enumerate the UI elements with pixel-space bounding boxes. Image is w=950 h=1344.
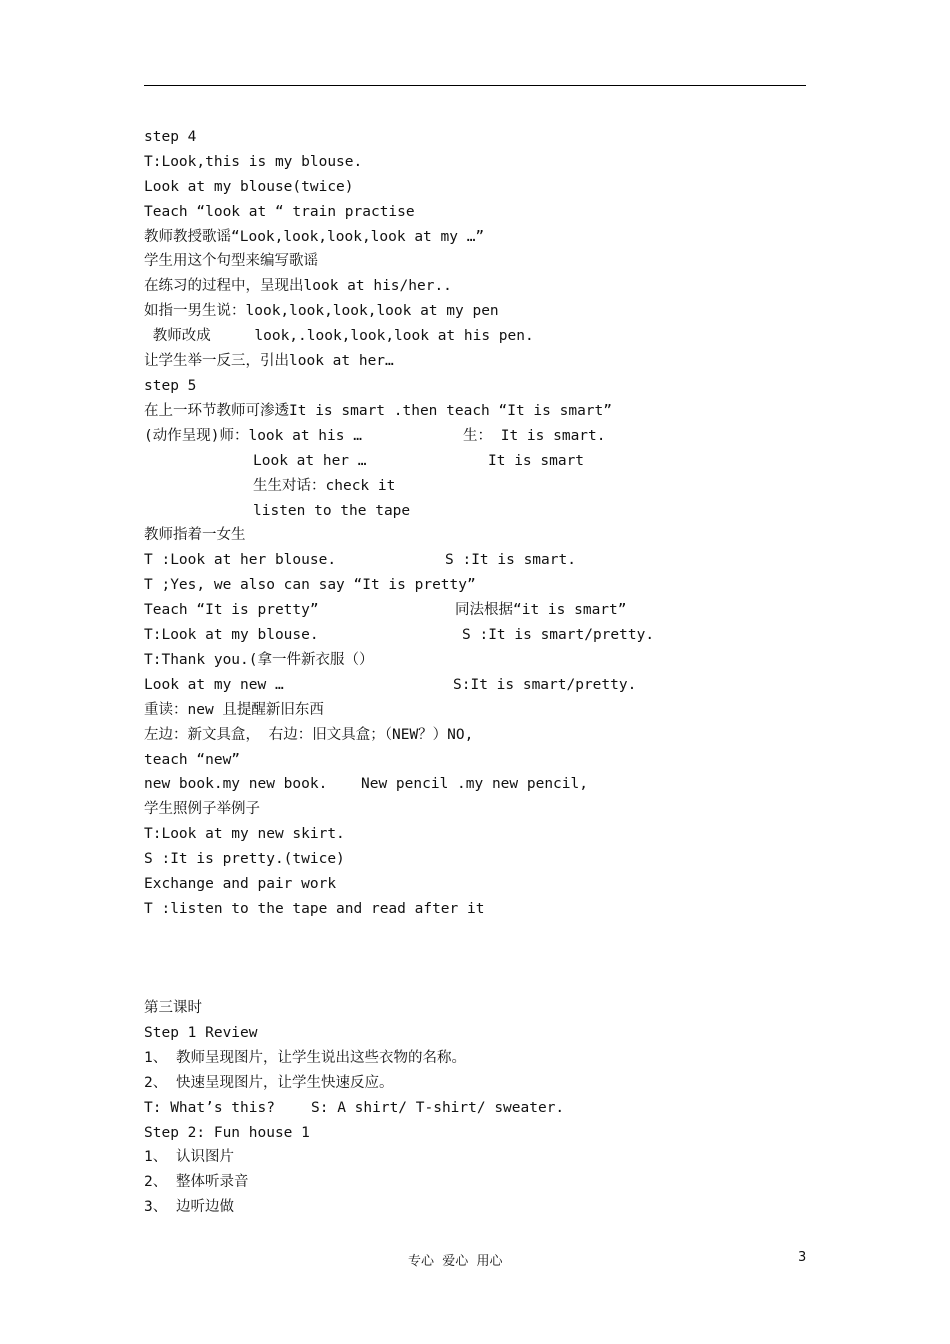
text-line: new book.my new book. <box>144 776 328 792</box>
text-line: 教师改成 look,.look,look,look at his pen. <box>144 328 534 344</box>
text-line: It is smart <box>488 453 585 469</box>
text-line: 生： It is smart. <box>463 428 606 444</box>
section-title: 第三课时 <box>144 1000 202 1016</box>
text-line: 重读：new 且提醒新旧东西 <box>144 702 324 718</box>
text-line: T ;Yes, we also can say “It is pretty” <box>144 577 476 593</box>
text-line: 3、 边听边做 <box>144 1199 234 1215</box>
text-line: Exchange and pair work <box>144 876 337 892</box>
text-line: T:Look at my new skirt. <box>144 826 345 842</box>
text-line: 生生对话：check it <box>253 478 396 494</box>
text-line: step 4 <box>144 129 197 145</box>
text-line: 学生照例子举例子 <box>144 801 260 817</box>
text-line: S :It is pretty.(twice) <box>144 851 345 867</box>
text-line: 在练习的过程中，呈现出look at his/her.. <box>144 278 452 294</box>
text-line: 2、 快速呈现图片，让学生快速反应。 <box>144 1075 394 1091</box>
text-line: step 5 <box>144 378 197 394</box>
text-line: Teach “look at “ train practise <box>144 204 415 220</box>
text-line: 同法根据“it is smart” <box>455 602 627 618</box>
text-line: T:Look at my blouse. <box>144 627 319 643</box>
text-line: S:It is smart/pretty. <box>453 677 637 693</box>
text-line: 1、 教师呈现图片，让学生说出这些衣物的名称。 <box>144 1050 466 1066</box>
header-rule <box>144 85 806 86</box>
text-line: Step 2: Fun house 1 <box>144 1125 310 1141</box>
text-line: 让学生举一反三，引出look at her… <box>144 353 394 369</box>
text-line: T: What’s this? <box>144 1100 275 1116</box>
text-line: teach “new” <box>144 752 241 768</box>
page-number: 3 <box>798 1250 807 1265</box>
text-line: (动作呈现)师：look at his … <box>144 428 362 444</box>
text-line: S: A shirt/ T-shirt/ sweater. <box>311 1100 565 1116</box>
text-line: Look at my blouse(twice) <box>144 179 354 195</box>
text-line: T :Look at her blouse. <box>144 552 337 568</box>
footer-text: 专心 爱心 用心 <box>408 1254 503 1269</box>
text-line: T :listen to the tape and read after it <box>144 901 485 917</box>
text-line: Look at my new … <box>144 677 284 693</box>
text-line: 教师教授歌谣“Look,look,look,look at my …” <box>144 229 485 245</box>
text-line: 学生用这个句型来编写歌谣 <box>144 253 318 269</box>
text-line: S :It is smart/pretty. <box>462 627 655 643</box>
text-line: 如指一男生说：look,look,look,look at my pen <box>144 303 499 319</box>
text-line: T:Look,this is my blouse. <box>144 154 363 170</box>
text-line: T:Thank you.(拿一件新衣服（） <box>144 652 374 668</box>
text-line: New pencil .my new pencil, <box>361 776 588 792</box>
text-line: Look at her … <box>253 453 367 469</box>
text-line: 教师指着一女生 <box>144 527 246 543</box>
text-line: 1、 认识图片 <box>144 1149 234 1165</box>
text-line: Teach “It is pretty” <box>144 602 319 618</box>
text-line: Step 1 Review <box>144 1025 258 1041</box>
text-line: listen to the tape <box>253 503 411 519</box>
text-line: 2、 整体听录音 <box>144 1174 249 1190</box>
text-line: 在上一环节教师可渗透It is smart .then teach “It is smart” <box>144 403 612 419</box>
text-line: S :It is smart. <box>445 552 576 568</box>
text-line: 左边：新文具盒， 右边：旧文具盒；（NEW？）NO, <box>144 727 474 743</box>
